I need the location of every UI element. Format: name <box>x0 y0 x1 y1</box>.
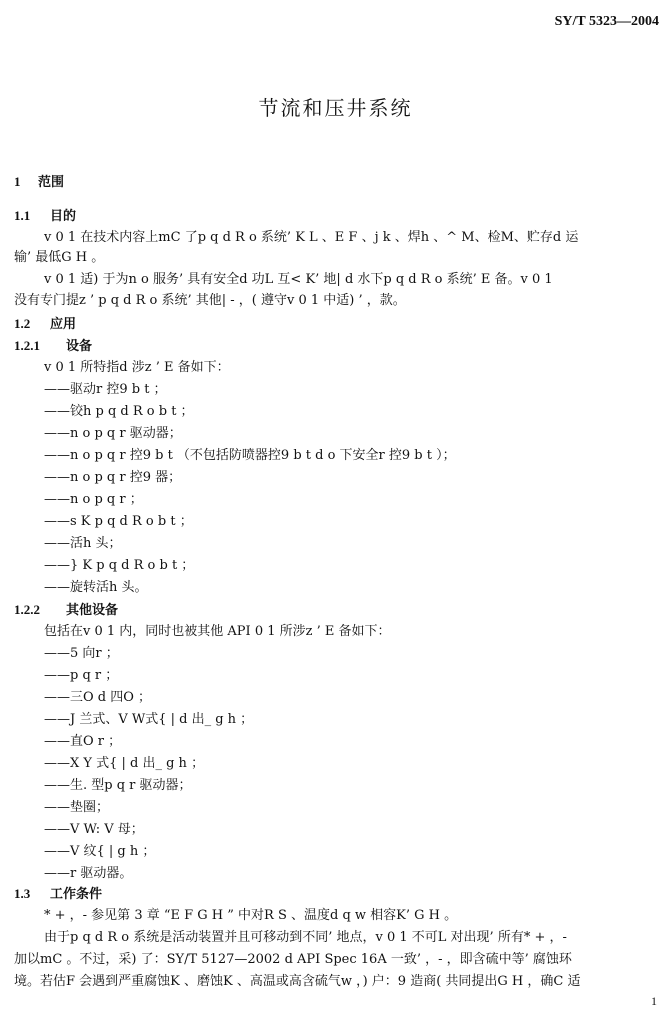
section-title: 其他设备 <box>66 603 119 618</box>
page-number: 1 <box>651 994 657 1008</box>
section-number: 1.1 <box>14 208 31 223</box>
paragraph-line: * + ，- 参见第 3 章 “E F G H ” 中对R S 、温度d q w 相容K’ G H 。 <box>44 908 458 923</box>
paragraph-line: 输’ 最低G H 。 <box>14 250 105 265</box>
list-item: ——垫圈； <box>44 800 110 815</box>
paragraph-line: 没有专门提z ’ p q d R o 系统’ 其他| - ，( 遵守v 0 1 中适) ’ ，款。 <box>14 293 406 308</box>
list-item: ——旋转活h 头。 <box>44 580 148 595</box>
list-item: ——n o p q r 控9 器； <box>44 470 182 485</box>
paragraph-line: 包括在v 0 1 内，同时也被其他 API 0 1 所涉z ’ E 备如下： <box>44 624 391 639</box>
list-item: ——V W: V 母； <box>44 822 144 837</box>
paragraph-line: 境。若估F 会遇到严重腐蚀K 、磨蚀K 、高温或高含硫气w ，) 户：9 造商( 共同提出G H ，确C 适 <box>14 974 581 989</box>
list-item: ——X Y 式{ | d 出_ g h ； <box>44 756 205 771</box>
section-number: 1.3 <box>14 886 31 901</box>
section-title: 设备 <box>66 339 93 354</box>
paragraph-line: 由于p q d R o 系统是活动装置并且可移动到不同’ 地点，v 0 1 不可L 对出现’ 所有* + ，- <box>44 930 567 945</box>
section-title: 范围 <box>38 175 65 190</box>
document-title: 节流和压井系统 <box>258 96 413 120</box>
section-1-3-heading <box>14 884 662 905</box>
list-item: ——活h 头； <box>44 536 122 551</box>
list-item: ——s K p q d R o b t ； <box>44 514 193 529</box>
section-1-1-heading <box>14 206 662 227</box>
section-1-2-heading <box>14 314 662 335</box>
list-item: ——三O d 四O ； <box>44 690 152 705</box>
section-number: 1.2.1 <box>14 338 40 353</box>
section-number: 1 <box>14 174 21 189</box>
list-item: ——} K p q d R o b t ； <box>44 558 195 573</box>
section-1-heading <box>14 172 662 193</box>
list-item: ——5 向r ； <box>44 646 119 661</box>
list-item: ——p q r ； <box>44 668 119 683</box>
section-1-2-1-heading <box>14 336 662 357</box>
list-item: ——J 兰式、V W式{ | d 出_ g h ； <box>44 712 254 727</box>
paragraph-line: 加以mC 。不过，采) 了：SY/T 5127—2002 d API Spec 16A 一致’ ，- ，即含硫中等’ 腐蚀环 <box>14 952 572 967</box>
list-item: ——铰h p q d R o b t ； <box>44 404 194 419</box>
section-title: 目的 <box>50 209 77 224</box>
list-item: ——r 驱动器。 <box>44 866 133 881</box>
paragraph-line: v 0 1 适) 于为n o 服务’ 具有安全d 功L 互< K’ 地| d 水下p q d R o 系统’ E 备。v 0 1 <box>44 272 553 287</box>
section-title: 应用 <box>50 317 77 332</box>
paragraph-line: v 0 1 所特指d 涉z ’ E 备如下： <box>44 360 230 375</box>
list-item: ——生. 型p q r 驱动器； <box>44 778 192 793</box>
section-number: 1.2 <box>14 316 31 331</box>
list-item: ——n o p q r 驱动器； <box>44 426 182 441</box>
standard-code: SY/T 5323—2004 <box>554 14 659 29</box>
list-item: ——驱动r 控9 b t ； <box>44 382 167 397</box>
list-item: ——n o p q r 控9 b t （不包括防喷器控9 b t d o 下安全r 控9 b t ）； <box>44 448 456 463</box>
paragraph-line: v 0 1 在技术内容上mC 了p q d R o 系统’ K L 、E F 、j k 、焊h 、^ M、检M、贮存d 运 <box>44 230 579 245</box>
list-item: ——n o p q r ； <box>44 492 143 507</box>
section-1-2-2-heading <box>14 600 662 621</box>
section-title: 工作条件 <box>50 887 103 902</box>
list-item: ——直O r ； <box>44 734 122 749</box>
list-item: ——V 纹{ | g h ； <box>44 844 156 859</box>
section-number: 1.2.2 <box>14 602 40 617</box>
